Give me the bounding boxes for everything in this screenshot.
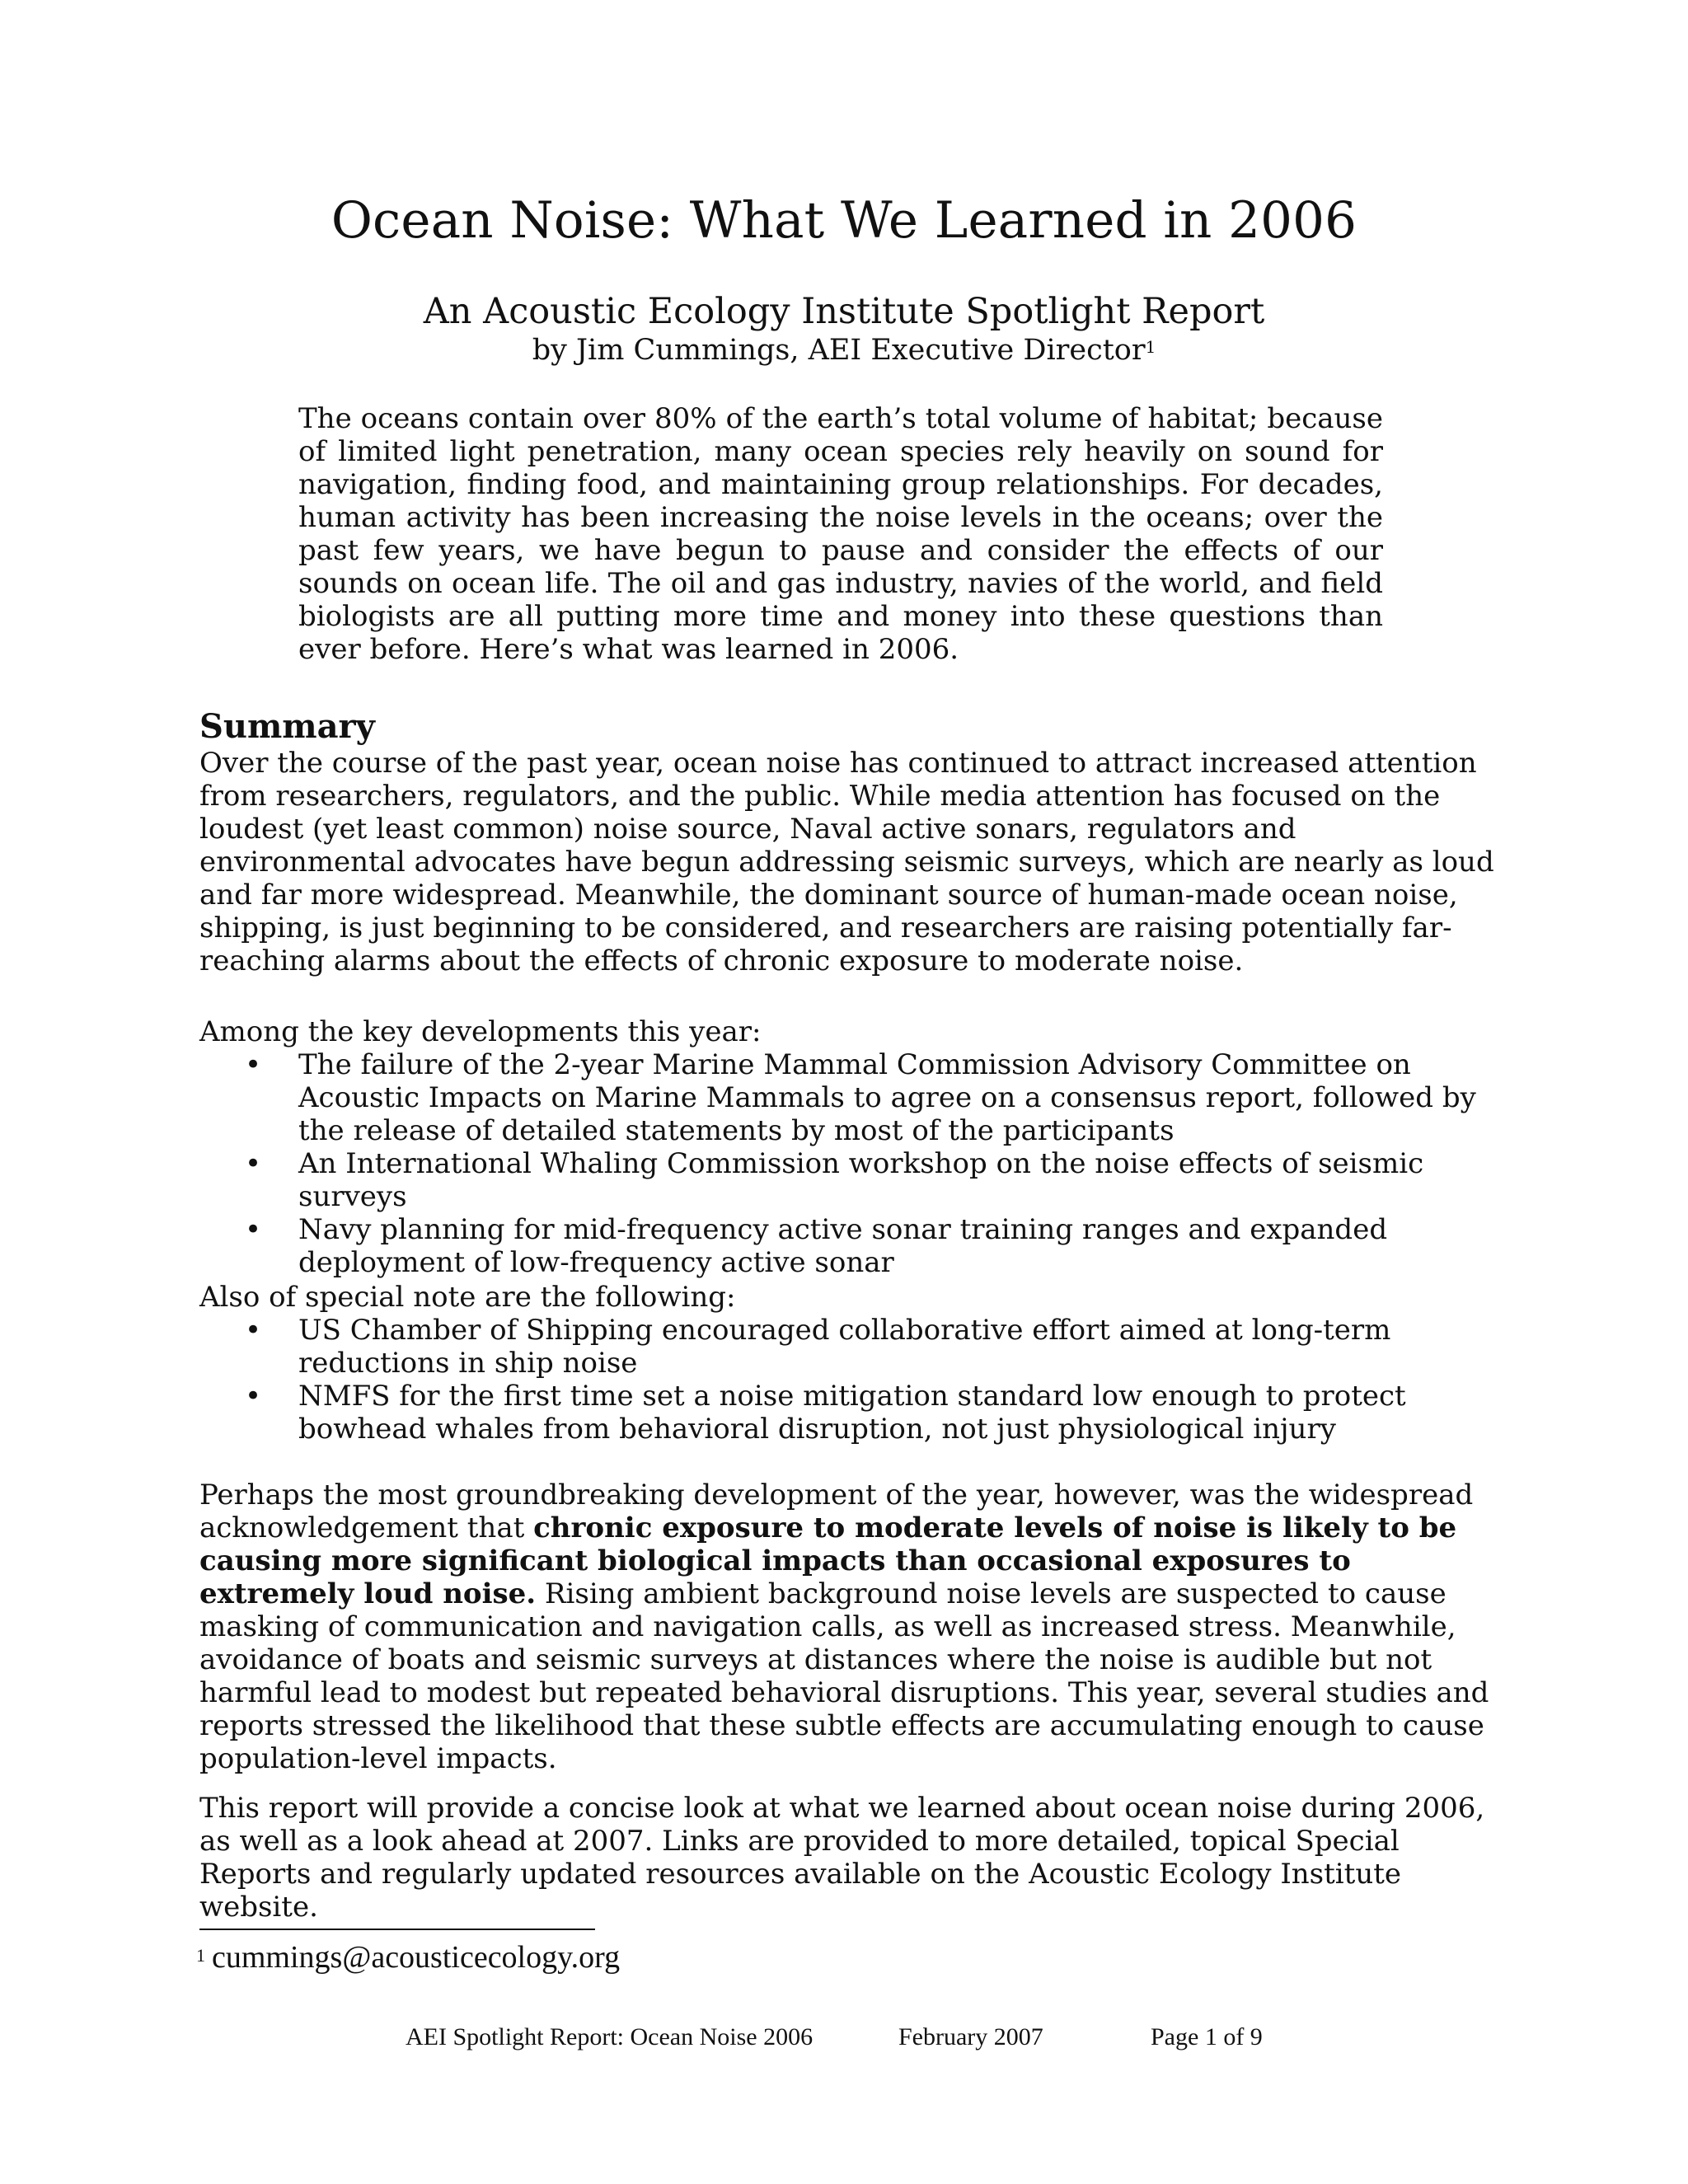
footer-date: February 2007: [898, 2023, 1043, 2050]
footnote-email-link[interactable]: cummings@acousticecology.org: [212, 1940, 621, 1975]
list-item: [199, 1213, 1502, 1279]
groundbreaking-paragraph: [199, 1479, 1502, 1775]
byline-text: by Jim Cummings, AEI Executive Director: [532, 334, 1146, 367]
key-developments-list: [199, 1048, 1502, 1279]
list-item-text: The failure of the 2-year Marine Mammal Commission Advisory Committee on Acoustic Impacts on Marine Mammals to agree on a consensus report, followed by the release of detailed statements by most of the participants: [298, 1048, 1476, 1147]
special-note-list: [199, 1314, 1502, 1446]
list-item: [199, 1147, 1502, 1213]
list-item: [199, 1380, 1502, 1446]
groundbreaking-rest: Rising ambient background noise levels are suspected to cause masking of communication and navigation calls, as well as increased stress. Meanwhile, avoidance of boats and seismic surveys at distances where the noise is audible but not harmful lead to modest but repeated behavioral disruptions. This year, several studies and reports stressed the likelihood that these subtle effects are accumulating enough to cause population-level impacts.: [199, 1577, 1489, 1775]
bullet-icon: •: [245, 1213, 262, 1246]
special-note: [199, 1281, 1502, 1446]
list-item-text: An International Whaling Commission workshop on the noise effects of seismic surveys: [298, 1147, 1424, 1213]
list-item-text: US Chamber of Shipping encouraged collaborative effort aimed at long-term reductions in ship noise: [298, 1314, 1391, 1380]
report-subtitle: An Acoustic Ecology Institute Spotlight Report: [423, 291, 1265, 332]
report-intro-paragraph: This report will provide a concise look at what we learned about ocean noise during 2006, as well as a look ahead at 2007. Links are provided to more detailed, topical Special Reports and regularly updated resources available on the Acoustic Ecology Institute website.: [199, 1792, 1485, 1924]
bullet-icon: •: [245, 1147, 262, 1180]
footer-page-number: Page 1 of 9: [1151, 2023, 1263, 2050]
byline: [0, 331, 1688, 369]
list-item: [199, 1048, 1502, 1147]
bullet-icon: •: [245, 1314, 262, 1347]
groundbreaking-emphasis: chronic exposure to moderate levels of noise is likely to be causing more significant biological impacts than occasional exposures to extremely loud noise.: [199, 1511, 1457, 1610]
abstract: The oceans contain over 80% of the earth’s total volume of habitat; because of limited light penetration, many ocean species rely heavily on sound for navigation, finding food, and maintaining group relationships. For decades, human activity has been increasing the noise levels in the oceans; over the past few years, we have begun to pause and consider the effects of our sounds on ocean life. The oil and gas industry, navies of the world, and field biologists are all putting more time and money into these questions than ever before. Here’s what was learned in 2006.: [298, 402, 1383, 666]
footnote: [196, 1938, 620, 1976]
bullet-icon: •: [245, 1048, 262, 1081]
list-item-text: Navy planning for mid-frequency active sonar training ranges and expanded deployment of low-frequency active sonar: [298, 1213, 1388, 1279]
groundbreaking-lead: Perhaps the most groundbreaking development of the year, however, was the widespread acknowledgement that: [199, 1479, 1474, 1544]
footnote-divider: [199, 1929, 595, 1930]
list-item: [199, 1314, 1502, 1380]
special-note-intro: Also of special note are the following:: [199, 1281, 736, 1314]
footer-report-title: AEI Spotlight Report: Ocean Noise 2006: [406, 2023, 814, 2050]
footnote-mark: 1: [196, 1945, 205, 1966]
key-developments-intro: Among the key developments this year:: [199, 1015, 762, 1048]
list-item-text: NMFS for the first time set a noise mitigation standard low enough to protect bowhead whales from behavioral disruption, not just physiological injury: [298, 1380, 1406, 1446]
bullet-icon: •: [245, 1380, 262, 1413]
summary-paragraph: Over the course of the past year, ocean noise has continued to attract increased attention from researchers, regulators, and the public. While media attention has focused on the loudest (yet least common) noise source, Naval active sonars, regulators and environmental advocates have begun addressing seismic surveys, which are nearly as loud and far more widespread. Meanwhile, the dominant source of human-made ocean noise, shipping, is just beginning to be considered, and researchers are raising potentially far-reaching alarms about the effects of chronic exposure to moderate noise.: [199, 747, 1494, 977]
key-developments: [199, 1015, 1502, 1279]
page-title: Ocean Noise: What We Learned in 2006: [331, 191, 1357, 250]
summary-heading: Summary: [199, 707, 375, 746]
footnote-reference[interactable]: 1: [1145, 337, 1156, 357]
